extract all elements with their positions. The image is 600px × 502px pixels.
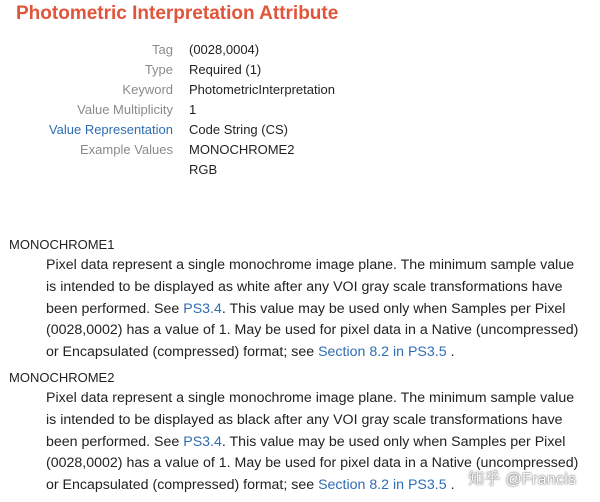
- definition-line: is intended to be displayed as black after any VOI gray scale transformations have: [46, 411, 563, 428]
- attribute-row-type: [0, 60, 600, 80]
- attribute-row-value-multiplicity: [0, 100, 600, 120]
- definition-line-segment: . This value may be used only when Samples per Pixel: [221, 300, 566, 317]
- definition-line: [46, 299, 594, 321]
- definition-line-segment: been performed. See: [46, 300, 184, 317]
- section-8-2-ps3-5-link[interactable]: Section 8.2 in PS3.5: [318, 344, 447, 361]
- definition-line: [46, 432, 594, 454]
- definition-line-segment: . This value may be used only when Samples per Pixel: [221, 433, 566, 450]
- definition-line-segment: or Encapsulated (compressed) format; see: [46, 344, 319, 361]
- attribute-value: MONOCHROME2: [189, 142, 295, 157]
- attribute-label: Value Multiplicity: [77, 102, 173, 117]
- definition-line-segment: or Encapsulated (compressed) format; see: [46, 477, 319, 494]
- definition-line: [46, 342, 594, 364]
- section-8-2-ps3-5-link[interactable]: Section 8.2 in PS3.5: [318, 477, 447, 494]
- definition-line: is intended to be displayed as white after any VOI gray scale transformations have: [46, 278, 563, 295]
- definition-line-segment: been performed. See: [46, 433, 184, 450]
- attribute-label: Tag: [152, 42, 173, 57]
- definition-line: (0028,0002) has a value of 1. May be used for pixel data in a Native (uncompressed): [46, 455, 579, 472]
- watermark: 知乎 @Francis: [468, 471, 577, 488]
- ps3-4-link[interactable]: PS3.4: [183, 300, 222, 317]
- attribute-label: Example Values: [80, 142, 173, 157]
- attribute-row-example-values-2: [0, 160, 600, 180]
- attribute-value: Required (1): [189, 62, 262, 77]
- definition-term: MONOCHROME1: [9, 237, 115, 252]
- attribute-value: PhotometricInterpretation: [189, 82, 335, 97]
- definition-line-segment: .: [446, 477, 455, 494]
- attribute-label: Type: [144, 62, 173, 77]
- page-title: Photometric Interpretation Attribute: [16, 3, 339, 24]
- definition-line: Pixel data represent a single monochrome image plane. The minimum sample value: [46, 257, 575, 273]
- value-representation-link[interactable]: Value Representation: [48, 122, 173, 137]
- attribute-value: Code String (CS): [189, 122, 288, 137]
- definition-line-segment: .: [446, 344, 455, 361]
- definition-line: Pixel data represent a single monochrome image plane. The minimum sample value: [46, 390, 575, 406]
- attribute-label: Keyword: [122, 82, 173, 97]
- attribute-row-value-representation[interactable]: [0, 120, 600, 140]
- attribute-row-tag: [0, 40, 600, 60]
- definition-line: (0028,0002) has a value of 1. May be used for pixel data in a Native (uncompressed): [46, 322, 579, 339]
- definition-text: [46, 255, 594, 364]
- attribute-value: (0028,0004): [189, 42, 260, 57]
- attribute-row-keyword: [0, 80, 600, 100]
- attribute-value: RGB: [189, 162, 218, 177]
- definition-term: MONOCHROME2: [9, 370, 115, 385]
- attribute-value: 1: [189, 102, 197, 117]
- ps3-4-link[interactable]: PS3.4: [183, 433, 222, 450]
- attribute-row-example-values: [0, 140, 600, 160]
